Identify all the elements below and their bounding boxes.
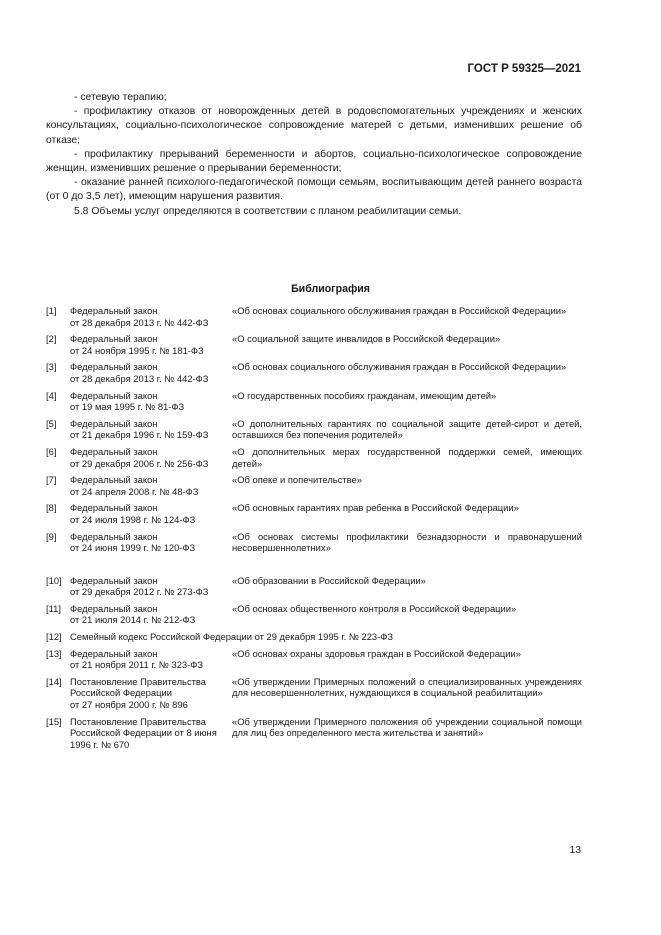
entry-title: «О государственных пособиях гражданам, имеющим детей» <box>232 389 497 401</box>
entry-title: «Об образовании в Российской Федерации» <box>232 574 426 586</box>
entry-number: [3] <box>46 361 57 373</box>
bibliography-title: Библиография <box>291 283 370 295</box>
bibliography-entry <box>46 333 582 356</box>
entry-title: «Об основных гарантиях прав ребенка в Российской Федерации» <box>232 502 519 514</box>
paragraph-2: - профилактику отказов от новорожденных детей в родовспомогательных учреждениях и женских консультациях, социально-психологическое сопровождение матерей с детьми, изменивших решение об отказе; <box>46 106 582 146</box>
entry-source: Федеральный закон от 29 декабря 2006 г. № 256-ФЗ <box>70 445 209 469</box>
bibliography-entry <box>46 676 582 711</box>
entry-source: Постановление Правительства Российской Федерации от 8 июня 1996 г. № 670 <box>70 715 217 750</box>
entry-source: Федеральный закон от 24 апреля 2008 г. № 48-ФЗ <box>70 474 199 497</box>
entry-source: Федеральный закон от 19 мая 1995 г. № 81-ФЗ <box>70 389 185 413</box>
entry-title: «О дополнительных мерах государственной поддержки семей, имеющих детей» <box>232 445 582 469</box>
entry-source: Федеральный закон от 28 декабря 2013 г. № 442-ФЗ <box>70 361 209 384</box>
entry-number: [9] <box>46 530 57 542</box>
bibliography-entry <box>46 361 582 384</box>
entry-title: «О дополнительных гарантиях по социальной защите детей-сирот и детей, оставшихся без попечения родителей» <box>232 417 582 441</box>
entry-full-text: Семейный кодекс Российской Федерации от 29 декабря 1995 г. № 223-ФЗ <box>70 631 394 643</box>
entry-source: Постановление Правительства Российской Федерации от 27 ноября 2000 г. № 896 <box>70 675 207 711</box>
entry-title: «Об основах системы профилактики безнадзорности и правонарушений несовершеннолетних» <box>232 530 582 554</box>
entry-number: [12] <box>46 631 62 643</box>
bibliography-entry <box>46 474 582 497</box>
paragraph-4: - оказание ранней психолого-педагогической помощи семьям, воспитывающим детей раннего возраста (от 0 до 3,5 лет), имеющим нарушения развития. <box>46 177 582 203</box>
page-number: 13 <box>569 845 581 856</box>
bibliography-entry <box>46 305 582 328</box>
bibliography-entry <box>46 648 582 671</box>
entry-title: «Об опеке и попечительстве» <box>232 474 362 486</box>
bibliography-entry <box>46 631 582 643</box>
entry-number: [2] <box>46 333 57 345</box>
entry-number: [4] <box>46 389 57 401</box>
entry-number: [15] <box>46 715 62 727</box>
entry-title: «Об основах социального обслуживания граждан в Российской Федерации» <box>232 305 567 316</box>
entry-title: «Об утверждении Примерного положения об учреждении социальной помощи для лиц без определенного места жительства и занятий» <box>232 715 582 739</box>
bibliography-list <box>46 305 582 750</box>
bibliography-entry <box>46 531 582 554</box>
entry-number: [8] <box>46 502 57 514</box>
entry-title: «Об основах охраны здоровья граждан в Российской Федерации» <box>232 647 521 659</box>
entry-source: Федеральный закон от 21 июля 2014 г. № 212-ФЗ <box>70 602 196 626</box>
bibliography-entry <box>46 390 582 413</box>
entry-source: Федеральный закон от 21 декабря 1996 г. № 159-ФЗ <box>70 417 209 441</box>
paragraph-3: - профилактику прерываний беременности и абортов, социально-психологическое сопровождение женщин, изменивших решение о прерывании беременности; <box>46 148 582 175</box>
entry-number: [5] <box>46 417 57 429</box>
entry-number: [13] <box>46 647 62 659</box>
entry-number: [6] <box>46 445 57 457</box>
entry-title: «Об основах общественного контроля в Российской Федерации» <box>232 602 517 614</box>
bibliography-entry <box>46 502 582 525</box>
bibliography-entry <box>46 716 582 751</box>
document-code: ГОСТ Р 59325—2021 <box>467 63 581 75</box>
entry-source: Федеральный закон от 29 декабря 2012 г. № 273-ФЗ <box>70 574 209 598</box>
entry-number: [14] <box>46 675 62 687</box>
paragraph-1: - сетевую терапию; <box>74 92 167 103</box>
entry-source: Федеральный закон от 21 ноября 2011 г. № 323-ФЗ <box>70 647 204 671</box>
paragraph-5: 5.8 Объемы услуг определяются в соответствии с планом реабилитации семьи. <box>74 205 462 217</box>
entry-source: Федеральный закон от 24 июня 1999 г. № 120-ФЗ <box>70 530 196 554</box>
body-text <box>46 91 582 219</box>
bibliography-entry <box>46 603 582 626</box>
entry-title: «О социальной защите инвалидов в Российской Федерации» <box>232 333 501 345</box>
entry-title: «Об утверждении Примерных положений о специализированных учреждениях для несовершеннолетних, нуждающихся в социальной реабилитации» <box>232 675 582 699</box>
entry-title: «Об основах социального обслуживания граждан в Российской Федерации» <box>232 361 567 373</box>
bibliography-entry <box>46 446 582 469</box>
entry-source: Федеральный закон от 28 декабря 2013 г. № 442-ФЗ <box>70 305 209 328</box>
entry-number: [11] <box>46 602 61 614</box>
entry-number: [10] <box>46 574 62 586</box>
bibliography-entry <box>46 575 582 598</box>
entry-source: Федеральный закон от 24 ноября 1995 г. № 181-ФЗ <box>70 333 204 356</box>
entry-number: [1] <box>46 305 57 316</box>
entry-source: Федеральный закон от 24 июля 1998 г. № 124-ФЗ <box>70 502 196 525</box>
entry-number: [7] <box>46 474 57 486</box>
bibliography-entry <box>46 418 582 441</box>
